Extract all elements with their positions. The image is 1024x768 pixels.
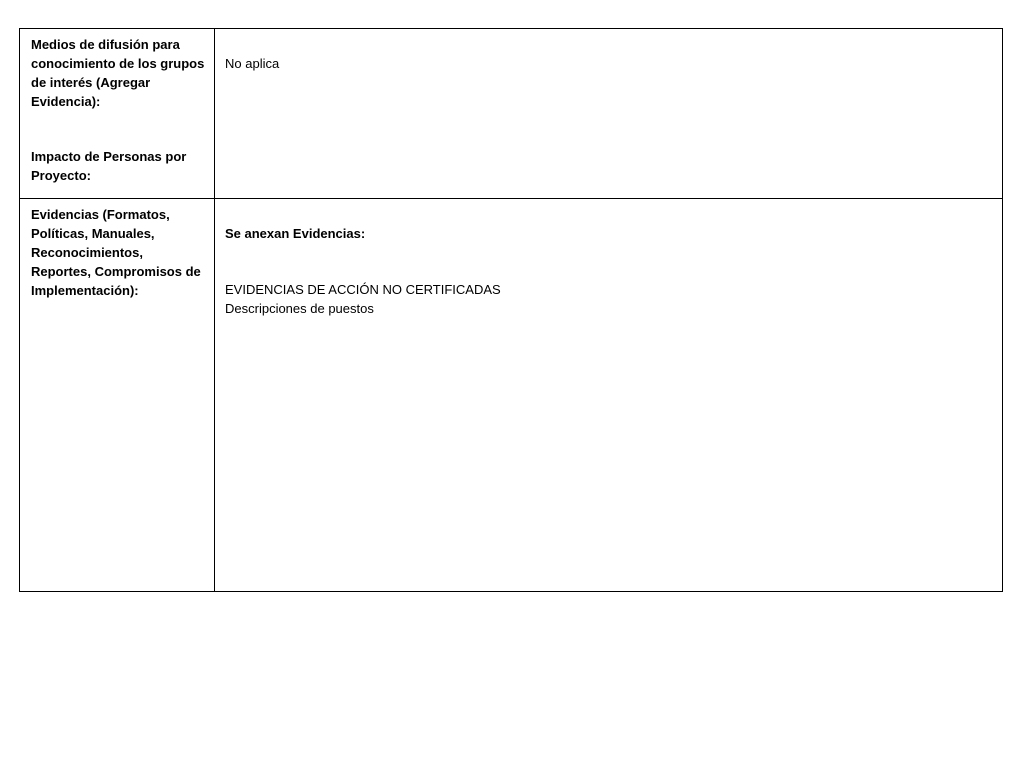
label-cell — [20, 29, 215, 198]
label-cell — [20, 199, 215, 591]
medios-difusion-value: No aplica — [225, 56, 280, 71]
table-row-difusion — [20, 29, 1002, 199]
evidencias-heading: Se anexan Evidencias: — [225, 226, 366, 241]
evidencia-line: Descripciones de puestos — [225, 301, 374, 316]
evidencia-line: EVIDENCIAS DE ACCIÓN NO CERTIFICADAS — [225, 282, 501, 297]
value-cell — [215, 199, 1002, 591]
medios-difusion-label: Medios de difusión para conocimiento de los grupos de interés (Agregar Evidencia): — [31, 37, 205, 109]
form-table — [19, 28, 1003, 592]
impacto-personas-label: Impacto de Personas por Proyecto: — [31, 149, 187, 183]
table-row-evidencias — [20, 199, 1002, 591]
value-cell — [215, 29, 1002, 198]
evidencias-label: Evidencias (Formatos, Políticas, Manuales, Reconocimientos, Reportes, Compromisos de Implementación): — [31, 207, 201, 298]
